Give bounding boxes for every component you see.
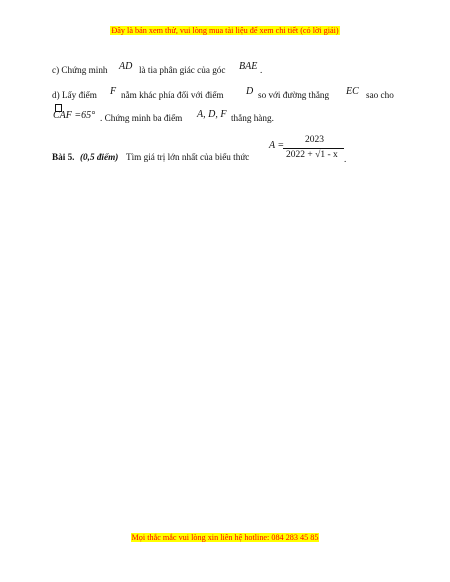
formula-lhs: A = — [269, 140, 285, 151]
part-d-text5: thẳng hàng. — [231, 113, 274, 123]
part-d-prefix: d) Lấy điểm — [52, 90, 97, 100]
formula-numerator: 2023 — [305, 135, 324, 145]
part-c-suffix: . — [260, 65, 263, 75]
preview-banner-text: Đây là bản xem thử, vui lòng mua tài liệu để xem chi tiết (có lời giải) — [111, 26, 339, 35]
bai-5-text: Tìm giá trị lớn nhất của biểu thức — [126, 152, 250, 162]
fraction-bar — [283, 148, 344, 149]
formula-end: . — [344, 154, 347, 164]
part-d-text3: sao cho — [366, 90, 394, 100]
bai-5-label: Bài 5. — [52, 152, 75, 162]
var-d: D — [246, 86, 254, 97]
part-c-prefix: c) Chứng minh — [52, 65, 108, 75]
angle-expression: CAF =65° — [53, 110, 96, 121]
hotline-banner-text: Mọi thắc mắc vui lòng xin liên hệ hotline: 084 283 45 85 — [131, 533, 319, 542]
hotline-banner — [0, 533, 450, 543]
part-c-middle: là tia phân giác của góc — [139, 65, 226, 75]
var-ad: AD — [119, 61, 133, 72]
var-bae: BAE — [239, 61, 258, 72]
part-d-text1: nằm khác phía đối với điểm — [121, 90, 224, 100]
bai-5-score: (0,5 điểm) — [80, 152, 119, 162]
points-adf: A, D, F — [197, 109, 227, 120]
var-f: F — [110, 86, 117, 97]
part-d-text4: . Chứng minh ba điểm — [100, 113, 183, 123]
formula-denominator: 2022 + √1 - x — [286, 150, 338, 160]
preview-banner — [0, 26, 450, 36]
var-ec: EC — [346, 86, 359, 97]
part-d-text2: so với đường thẳng — [258, 90, 330, 100]
